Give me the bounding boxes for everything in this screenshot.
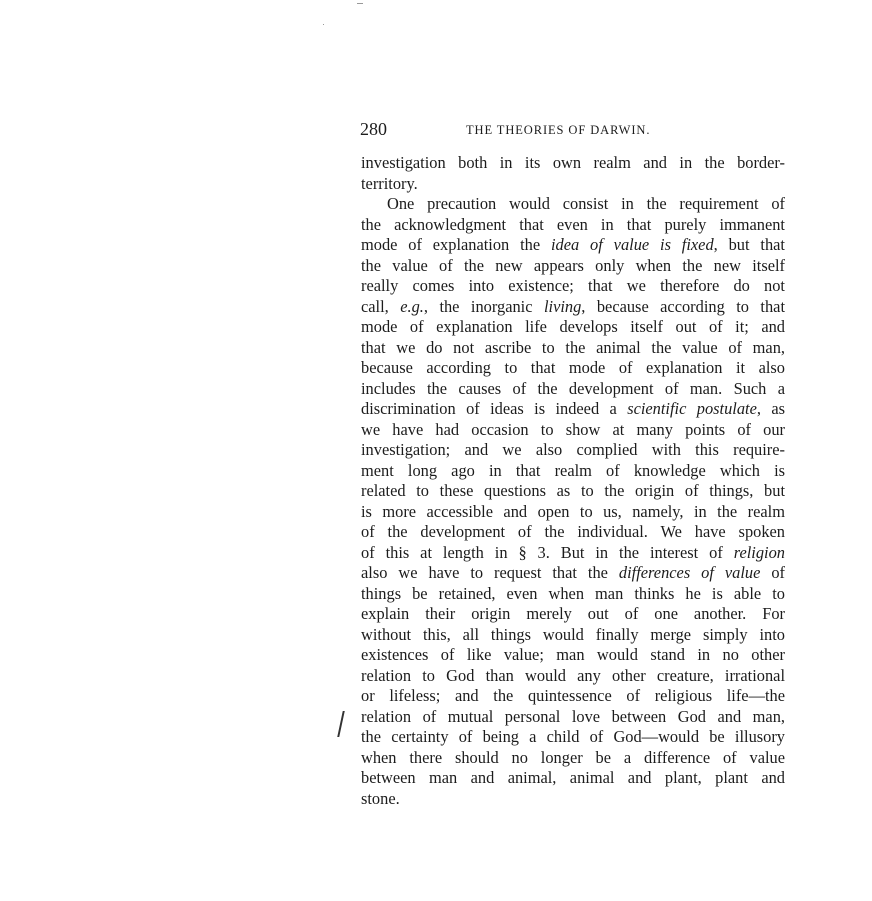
text-run: ment long ago in that realm of knowledge which is: [361, 460, 785, 480]
text-run: , but that: [713, 235, 785, 254]
text-run: includes the causes of the development of man. Such a: [361, 378, 785, 398]
text-run: , because according to that: [581, 296, 785, 316]
text-run: One precaution would consist in the requirement of: [387, 194, 785, 213]
text-run: the value of the new appears only when the new itself: [361, 255, 785, 275]
text-run: mode of explanation life develops itself out of it; and: [361, 317, 785, 336]
italic-phrase: religion: [733, 542, 785, 562]
text-line: [361, 584, 785, 605]
text-run: , the inorganic: [423, 296, 544, 316]
text-run: of the development of the individual. We have spoken: [361, 522, 785, 541]
text-line: [361, 379, 785, 400]
text-run: relation to God than would any other creature, irrational: [361, 665, 785, 685]
text-run: territory.: [361, 173, 418, 193]
text-run: the certainty of being a child of God—would be illusory: [361, 727, 785, 746]
text-run: also we have to request that the: [361, 563, 619, 582]
text-line: [361, 707, 785, 728]
text-run: of: [760, 563, 785, 582]
text-run: explain their origin merely out of one another. For: [361, 604, 785, 623]
text-line: [361, 461, 785, 482]
text-run: things be retained, even when man thinks he is able to: [361, 583, 785, 603]
text-line: [361, 440, 785, 461]
running-head: THE THEORIES OF DARWIN.: [466, 123, 651, 137]
italic-phrase: scientific postulate: [627, 399, 757, 418]
text-line: [361, 194, 785, 215]
italic-phrase: idea of value is fixed: [550, 235, 714, 254]
text-run: call,: [361, 296, 401, 316]
text-line: [361, 338, 785, 359]
text-line: [361, 727, 785, 748]
text-run: relation of mutual personal love between God and man,: [361, 706, 785, 726]
text-line: [361, 502, 785, 523]
page-number: 280: [360, 119, 387, 139]
text-line: [361, 748, 785, 769]
text-run: we have had occasion to show at many points of our: [361, 419, 785, 439]
text-line: [361, 481, 785, 502]
text-line: [361, 276, 785, 297]
text-line: [361, 297, 785, 318]
text-line: [361, 420, 785, 441]
text-run: related to these questions as to the origin of things, but: [361, 481, 785, 500]
text-run: because according to that mode of explanation it also: [361, 358, 785, 377]
text-line: [361, 522, 785, 543]
italic-phrase: living: [543, 296, 582, 316]
text-run: discrimination of ideas is indeed a: [361, 399, 628, 418]
text-run: is more accessible and open to us, namely, in the realm: [361, 501, 785, 521]
text-line: [361, 317, 785, 338]
text-line: [361, 625, 785, 646]
italic-phrase: e.g.: [400, 296, 424, 316]
text-run: investigation; and we also complied with this require-: [361, 440, 785, 459]
text-line: [361, 789, 785, 810]
text-run: the acknowledgment that even in that purely immanent: [361, 214, 785, 234]
text-run: that we do not ascribe to the animal the value of man,: [361, 337, 785, 357]
text-line: [361, 543, 785, 564]
text-run: really comes into existence; that we therefore do not: [361, 276, 785, 295]
text-line: [361, 686, 785, 707]
scan-artifact: [357, 3, 363, 4]
text-run: or lifeless; and the quintessence of religious life—the: [361, 686, 785, 705]
body-text: [361, 153, 785, 809]
text-run: without this, all things would finally merge simply into: [361, 624, 785, 644]
text-run: stone.: [361, 788, 400, 808]
scan-artifact: [323, 24, 324, 25]
margin-pencil-mark: [337, 711, 345, 737]
text-line: [361, 768, 785, 789]
text-run: when there should no longer be a difference of value: [361, 747, 785, 767]
text-line: [361, 256, 785, 277]
text-line: [361, 174, 785, 195]
text-run: of this at length in § 3. But in the interest of: [361, 542, 734, 562]
text-run: between man and animal, animal and plant, plant and: [361, 768, 785, 787]
text-line: [361, 153, 785, 174]
text-run: , as: [756, 399, 785, 418]
text-line: [361, 563, 785, 584]
text-line: [361, 399, 785, 420]
page-header: [360, 118, 784, 140]
text-run: investigation both in its own realm and in the border-: [361, 153, 785, 172]
text-run: mode of explanation the: [361, 235, 551, 254]
text-line: [361, 604, 785, 625]
text-line: [361, 358, 785, 379]
text-run: existences of like value; man would stand in no other: [361, 645, 785, 664]
text-line: [361, 215, 785, 236]
text-line: [361, 235, 785, 256]
text-line: [361, 645, 785, 666]
text-line: [361, 666, 785, 687]
italic-phrase: differences of value: [618, 563, 761, 582]
